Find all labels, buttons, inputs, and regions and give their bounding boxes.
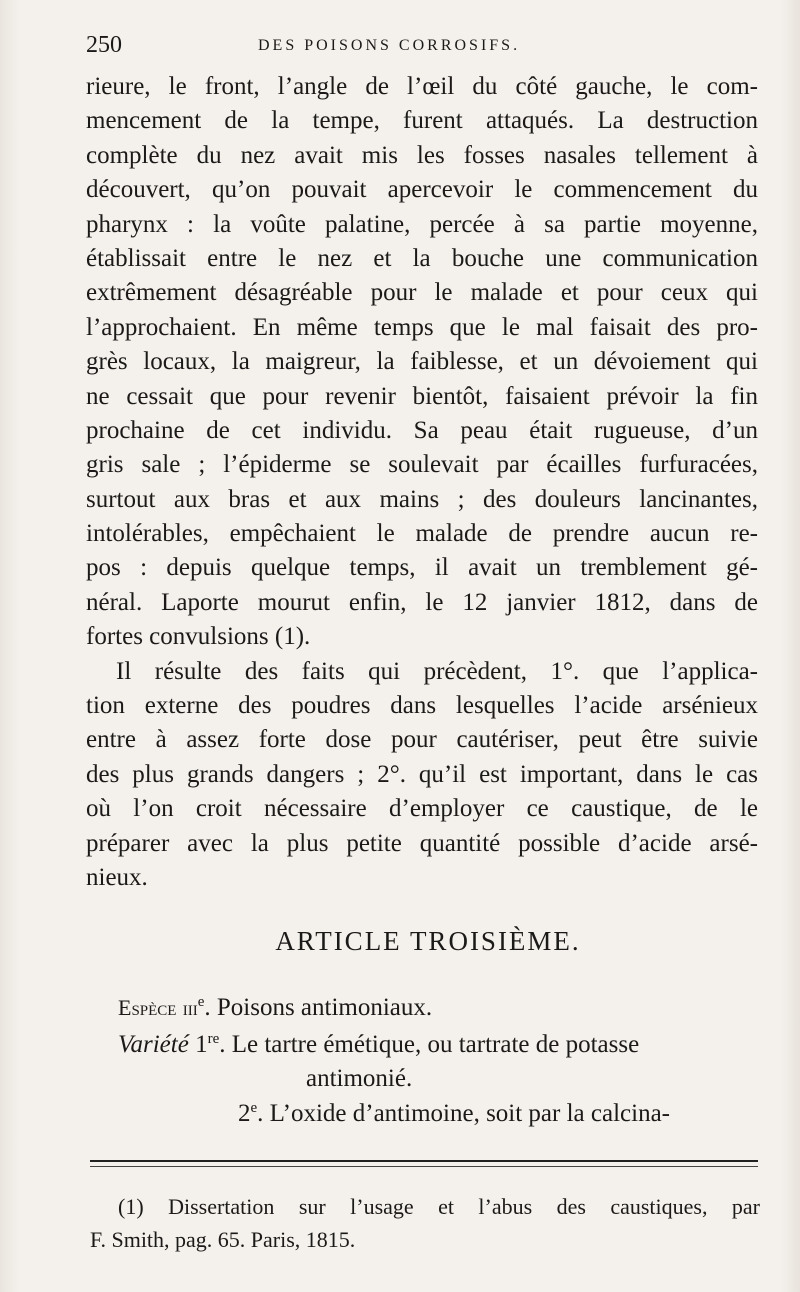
variety-list bbox=[118, 1028, 760, 1131]
species-text: . Poisons antimoniaux. bbox=[204, 994, 433, 1021]
text-line: prochaine de cet individu. Sa peau était rugueuse, d’un bbox=[86, 416, 758, 444]
text-line: néral. Laporte mourut enfin, le 12 janvier 1812, dans de bbox=[86, 588, 758, 616]
text-line: gris sale ; l’épiderme se soulevait par écailles furfuracées, bbox=[86, 451, 758, 479]
species-label: Espèce bbox=[118, 995, 177, 1020]
section-heading bbox=[0, 926, 800, 957]
variety-1-text: . Le tartre émétique, ou tartrate de potasse bbox=[219, 1031, 640, 1058]
footnote-rule-thin bbox=[90, 1166, 758, 1167]
running-title: DES POISONS CORROSIFS. bbox=[258, 37, 521, 54]
species-number: iii bbox=[182, 995, 198, 1020]
species-sup: e bbox=[197, 994, 205, 1010]
text-line: grès locaux, la maigreur, la faiblesse, et un dévoiement qui bbox=[86, 348, 758, 376]
text-line: nieux. bbox=[86, 863, 148, 891]
text-line: extrêmement désagréable pour le malade et pour ceux qui bbox=[86, 279, 758, 307]
text-line: Il résulte des faits qui précèdent, 1°. que l’applica- bbox=[116, 657, 758, 685]
page-number: 250 bbox=[86, 32, 122, 58]
text-line: rieure, le front, l’angle de l’œil du côté gauche, le com- bbox=[86, 73, 758, 100]
text-line: préparer avec la plus petite quantité possible d’acide arsé- bbox=[86, 829, 758, 857]
variety-2 bbox=[118, 1097, 760, 1131]
text-line: surtout aux bras et aux mains ; des douleurs lancinantes, bbox=[86, 485, 758, 513]
text-line: pos : depuis quelque temps, il avait un tremblement gé- bbox=[86, 554, 758, 582]
footnote-line: (1) Dissertation sur l’usage et l’abus des caustiques, par bbox=[118, 1194, 760, 1219]
variety-label: Variété bbox=[118, 1031, 189, 1058]
variety-1-continuation: antimonié. bbox=[306, 1065, 413, 1093]
variety-2-number: 2 bbox=[238, 1099, 251, 1127]
variety-2-text: . L’oxide d’antimoine, soit par la calcina- bbox=[257, 1099, 671, 1127]
text-line: ne cessait que pour revenir bientôt, faisaient prévoir la fin bbox=[86, 382, 758, 410]
text-line: mencement de la tempe, furent attaqués. La destruction bbox=[86, 107, 758, 135]
species-line bbox=[118, 994, 432, 1022]
text-line: l’approchaient. En même temps que le mal faisait des pro- bbox=[86, 313, 758, 341]
text-line: découvert, qu’on pouvait apercevoir le commencement du bbox=[86, 176, 758, 204]
text-line: établissait entre le nez et la bouche une communication bbox=[86, 244, 758, 272]
text-line: entre à assez forte dose pour cautériser, peut être suivie bbox=[86, 726, 758, 754]
text-line: complète du nez avait mis les fosses nasales tellement à bbox=[86, 141, 758, 169]
page-header bbox=[86, 32, 766, 64]
body-text bbox=[86, 70, 758, 895]
section-heading-text: ARTICLE TROISIÈME. bbox=[275, 926, 581, 956]
variety-1-number: 1 bbox=[195, 1031, 208, 1058]
text-line: pharynx : la voûte palatine, percée à sa partie moyenne, bbox=[86, 210, 758, 238]
text-line: des plus grands dangers ; 2°. qu’il est important, dans le cas bbox=[86, 760, 758, 788]
variety-1-sup: re bbox=[207, 1031, 220, 1047]
text-line: où l’on croit nécessaire d’employer ce caustique, de le bbox=[86, 795, 758, 823]
variety-1 bbox=[118, 1028, 760, 1062]
footnote-rule bbox=[90, 1160, 758, 1162]
text-line: tion externe des poudres dans lesquelles l’acide arsénieux bbox=[86, 692, 758, 720]
text-line: fortes convulsions (1). bbox=[86, 623, 311, 651]
footnote-line: F. Smith, pag. 65. Paris, 1815. bbox=[90, 1227, 356, 1252]
variety-2-sup: e bbox=[250, 1099, 258, 1116]
text-line: intolérables, empêchaient le malade de prendre aucun re- bbox=[86, 520, 758, 548]
footnote bbox=[90, 1190, 760, 1256]
